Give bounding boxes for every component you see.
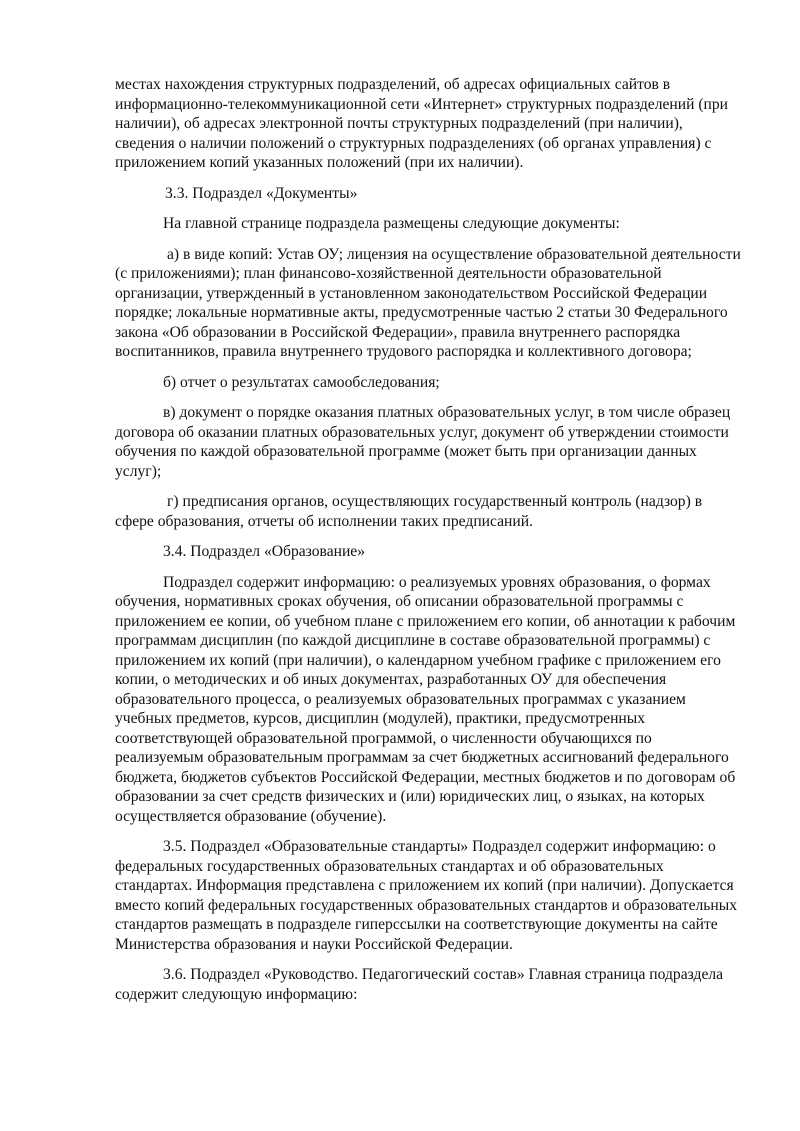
section-heading-education: 3.4. Подраздел «Образование»: [163, 543, 366, 560]
paragraph-structural-units: местах нахождения структурных подразделений, об адресах официальных сайтов в информационно-телекоммуникационной сети «Интернет» структурных подразделений (при наличии), об адресах электронной почты структурных подразделений (при наличии), сведения о наличии положений о структурных подразделениях (об органах управления) с приложением копий указанных положений (при их наличии).: [115, 76, 729, 171]
document-body: [115, 75, 741, 1015]
paragraph-item-g: г) предписания органов, осуществляющих государственный контроль (надзор) в сфере образования, отчеты об исполнении таких предписаний.: [115, 493, 703, 530]
paragraph-leadership: 3.6. Подраздел «Руководство. Педагогический состав» Главная страница подраздела содержит следующую информацию:: [115, 966, 724, 1003]
paragraph-standards: 3.5. Подраздел «Образовательные стандарты» Подраздел содержит информацию: о федеральных государственных образовательных стандартах и об образовательных стандартах. Информация представлена с приложением их копий (при наличии). Допускается вместо копий федеральных государственных образовательных стандартов и образовательных стандартов размещать в подразделе гиперссылки на соответствующие документы на сайте Министерства образования и науки Российской Федерации.: [115, 838, 738, 953]
paragraph-education-content: Подраздел содержит информацию: о реализуемых уровнях образования, о формах обучения, нормативных сроках обучения, об описании образовательной программы с приложением ее копии, об учебном плане с приложением его копии, об аннотации к рабочим программам дисциплин (по каждой дисциплине в составе образовательной программы) с приложением их копий (при наличии), о календарном учебном графике с приложением его копии, о методических и об иных документах, разработанных ОУ для обеспечения образовательного процесса, о реализуемых образовательных программах с указанием учебных предметов, курсов, дисциплин (модулей), практики, предусмотренных соответствующей образовательной программой, о численности обучающихся по реализуемым образовательным программам за счет бюджетных ассигнований федерального бюджета, бюджетов субъектов Российской Федерации, местных бюджетов и по договорам об образовании за счет средств физических и (или) юридических лиц, о языках, на которых осуществляется образование (обучение).: [115, 573, 736, 825]
paragraph-item-a: а) в виде копий: Устав ОУ; лицензия на осуществление образовательной деятельности (с приложениями); план финансово-хозяйственной деятельности образовательной организации, утвержденный в установленном законодательством Российской Федерации порядке; локальные нормативные акты, предусмотренные частью 2 статьи 30 Федерального закона «Об образовании в Российской Федерации», правила внутреннего распорядка воспитанников, правила внутреннего трудового распорядка и коллективного договора;: [115, 245, 741, 360]
section-heading-documents: 3.3. Подраздел «Документы»: [165, 184, 358, 202]
paragraph-item-b: б) отчет о результатах самообследования;: [163, 373, 440, 391]
paragraph-documents-intro: На главной странице подраздела размещены следующие документы:: [163, 215, 620, 232]
paragraph-item-v: в) документ о порядке оказания платных образовательных услуг, в том числе образец договора об оказании платных образовательных услуг, документ об утверждении стоимости обучения по каждой образовательной программе (может быть при организации данных услуг);: [115, 404, 731, 480]
